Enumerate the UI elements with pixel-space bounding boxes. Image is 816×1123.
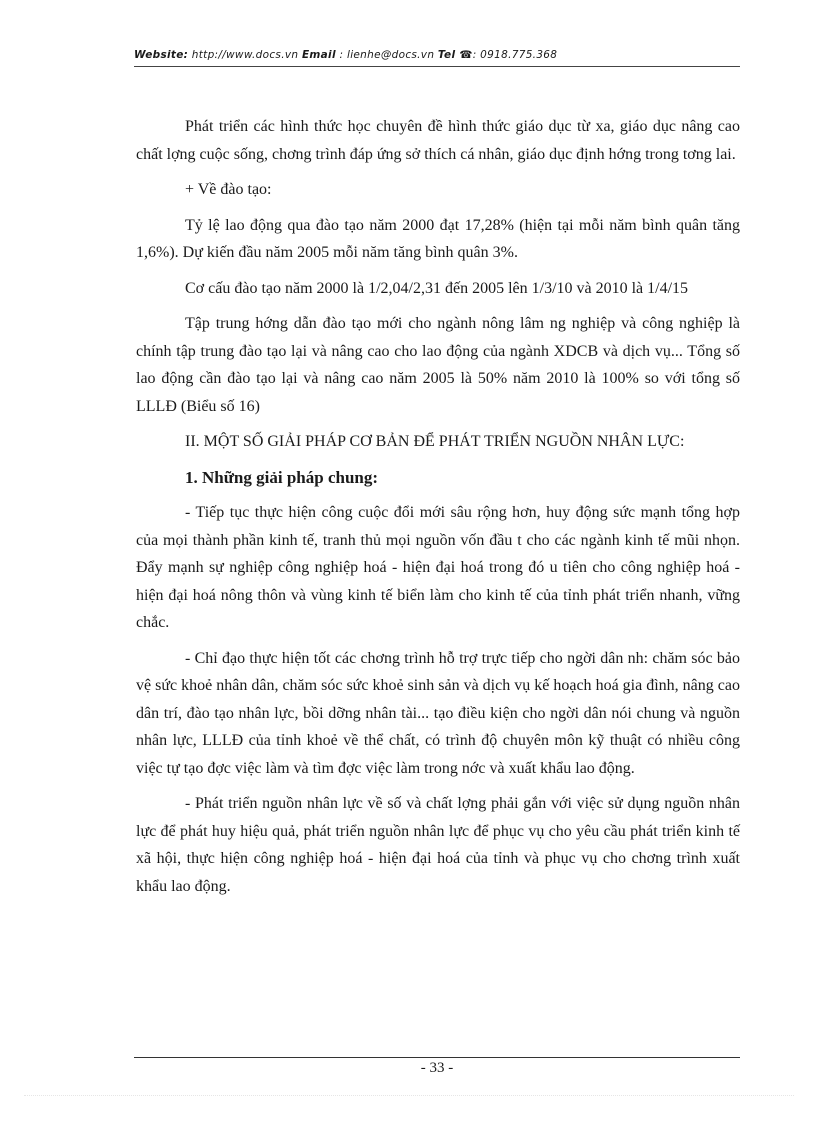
website-label: Website: xyxy=(134,49,189,61)
email-address: : lienhe@docs.vn xyxy=(335,49,438,61)
tel-label: Tel xyxy=(437,49,456,61)
paragraph: Tập trung hớng dẫn đào tạo mới cho ngành nông lâm ng nghiệp và công nghiệp là chính tập trung đào tạo lại và nâng cao cho lao động của ngành XDCB và dịch vụ... Tổng số lao động cần đào tạo lại và nâng cao năm 2005 là 50% năm 2010 là 100% so với tổng số LLLĐ (Biểu số 16) xyxy=(136,315,740,415)
subsection-heading: 1. Những giải pháp chung: xyxy=(185,467,379,487)
header-divider xyxy=(134,66,740,67)
footer-divider xyxy=(134,1057,740,1058)
phone-icon: ☎ xyxy=(455,49,473,61)
tel-number: : 0918.775.368 xyxy=(472,49,558,61)
paragraph: - Phát triển nguồn nhân lực về số và chất lợng phải gắn với việc sử dụng nguồn nhân lực để phát huy hiệu quả, phát triển nguồn nhân lực để phục vụ cho yêu cầu phát triển kinh tế xã hội, thực hiện công nghiệp hoá - hiện đại hoá của tỉnh và phục vụ cho chơng trình xuất khẩu lao động. xyxy=(136,795,740,895)
page-header xyxy=(134,49,740,61)
paragraph: - Tiếp tục thực hiện công cuộc đổi mới sâu rộng hơn, huy động sức mạnh tổng hợp của mọi thành phần kinh tế, tranh thủ mọi nguồn vốn đầu t cho các ngành kinh tế mũi nhọn. Đẩy mạnh sự nghiệp công nghiệp hoá - hiện đại hoá trong đó u tiên cho công nghiệp hoá - hiện đại hoá nông thôn và vùng kinh tế biển làm cho kinh tế của tỉnh phát triển nhanh, vững chắc. xyxy=(136,504,740,631)
page-edge-line xyxy=(24,1095,794,1096)
website-url: http://www.docs.vn xyxy=(188,49,302,61)
section-heading: II. MỘT SỐ GIẢI PHÁP CƠ BẢN ĐỂ PHÁT TRIỂN NGUỒN NHÂN LỰC: xyxy=(185,433,685,450)
document-body xyxy=(136,113,740,908)
email-label: Email xyxy=(301,49,336,61)
paragraph: + Về đào tạo: xyxy=(185,181,272,198)
paragraph: Phát triển các hình thức học chuyên đề hình thức giáo dục từ xa, giáo dục nâng cao chất lợng cuộc sống, chơng trình đáp ứng sở thích cá nhân, giáo dục định hớng trong tơng lai. xyxy=(136,118,740,163)
paragraph: - Chỉ đạo thực hiện tốt các chơng trình hỗ trợ trực tiếp cho ngời dân nh: chăm sóc bảo vệ sức khoẻ nhân dân, chăm sóc sức khoẻ sinh sản và dịch vụ kế hoạch hoá gia đình, nâng cao dân trí, đào tạo nhân lực, bồi dỡng nhân tài... tạo điều kiện cho ngời dân nói chung và nguồn nhân lực, LLLĐ của tỉnh khoẻ về thể chất, có trình độ chuyên môn kỹ thuật có nhiều công việc tự tạo đợc việc làm và tìm đợc việc làm trong nớc và xuất khẩu lao động. xyxy=(136,649,740,777)
paragraph: Cơ cấu đào tạo năm 2000 là 1/2,04/2,31 đến 2005 lên 1/3/10 và 2010 là 1/4/15 xyxy=(185,279,689,297)
page-number: - 33 - xyxy=(420,1060,454,1076)
paragraph: Tỷ lệ lao động qua đào tạo năm 2000 đạt 17,28% (hiện tại mỗi năm bình quân tăng 1,6%). Dự kiến đầu năm 2005 mỗi năm tăng bình quân 3%. xyxy=(136,216,740,261)
